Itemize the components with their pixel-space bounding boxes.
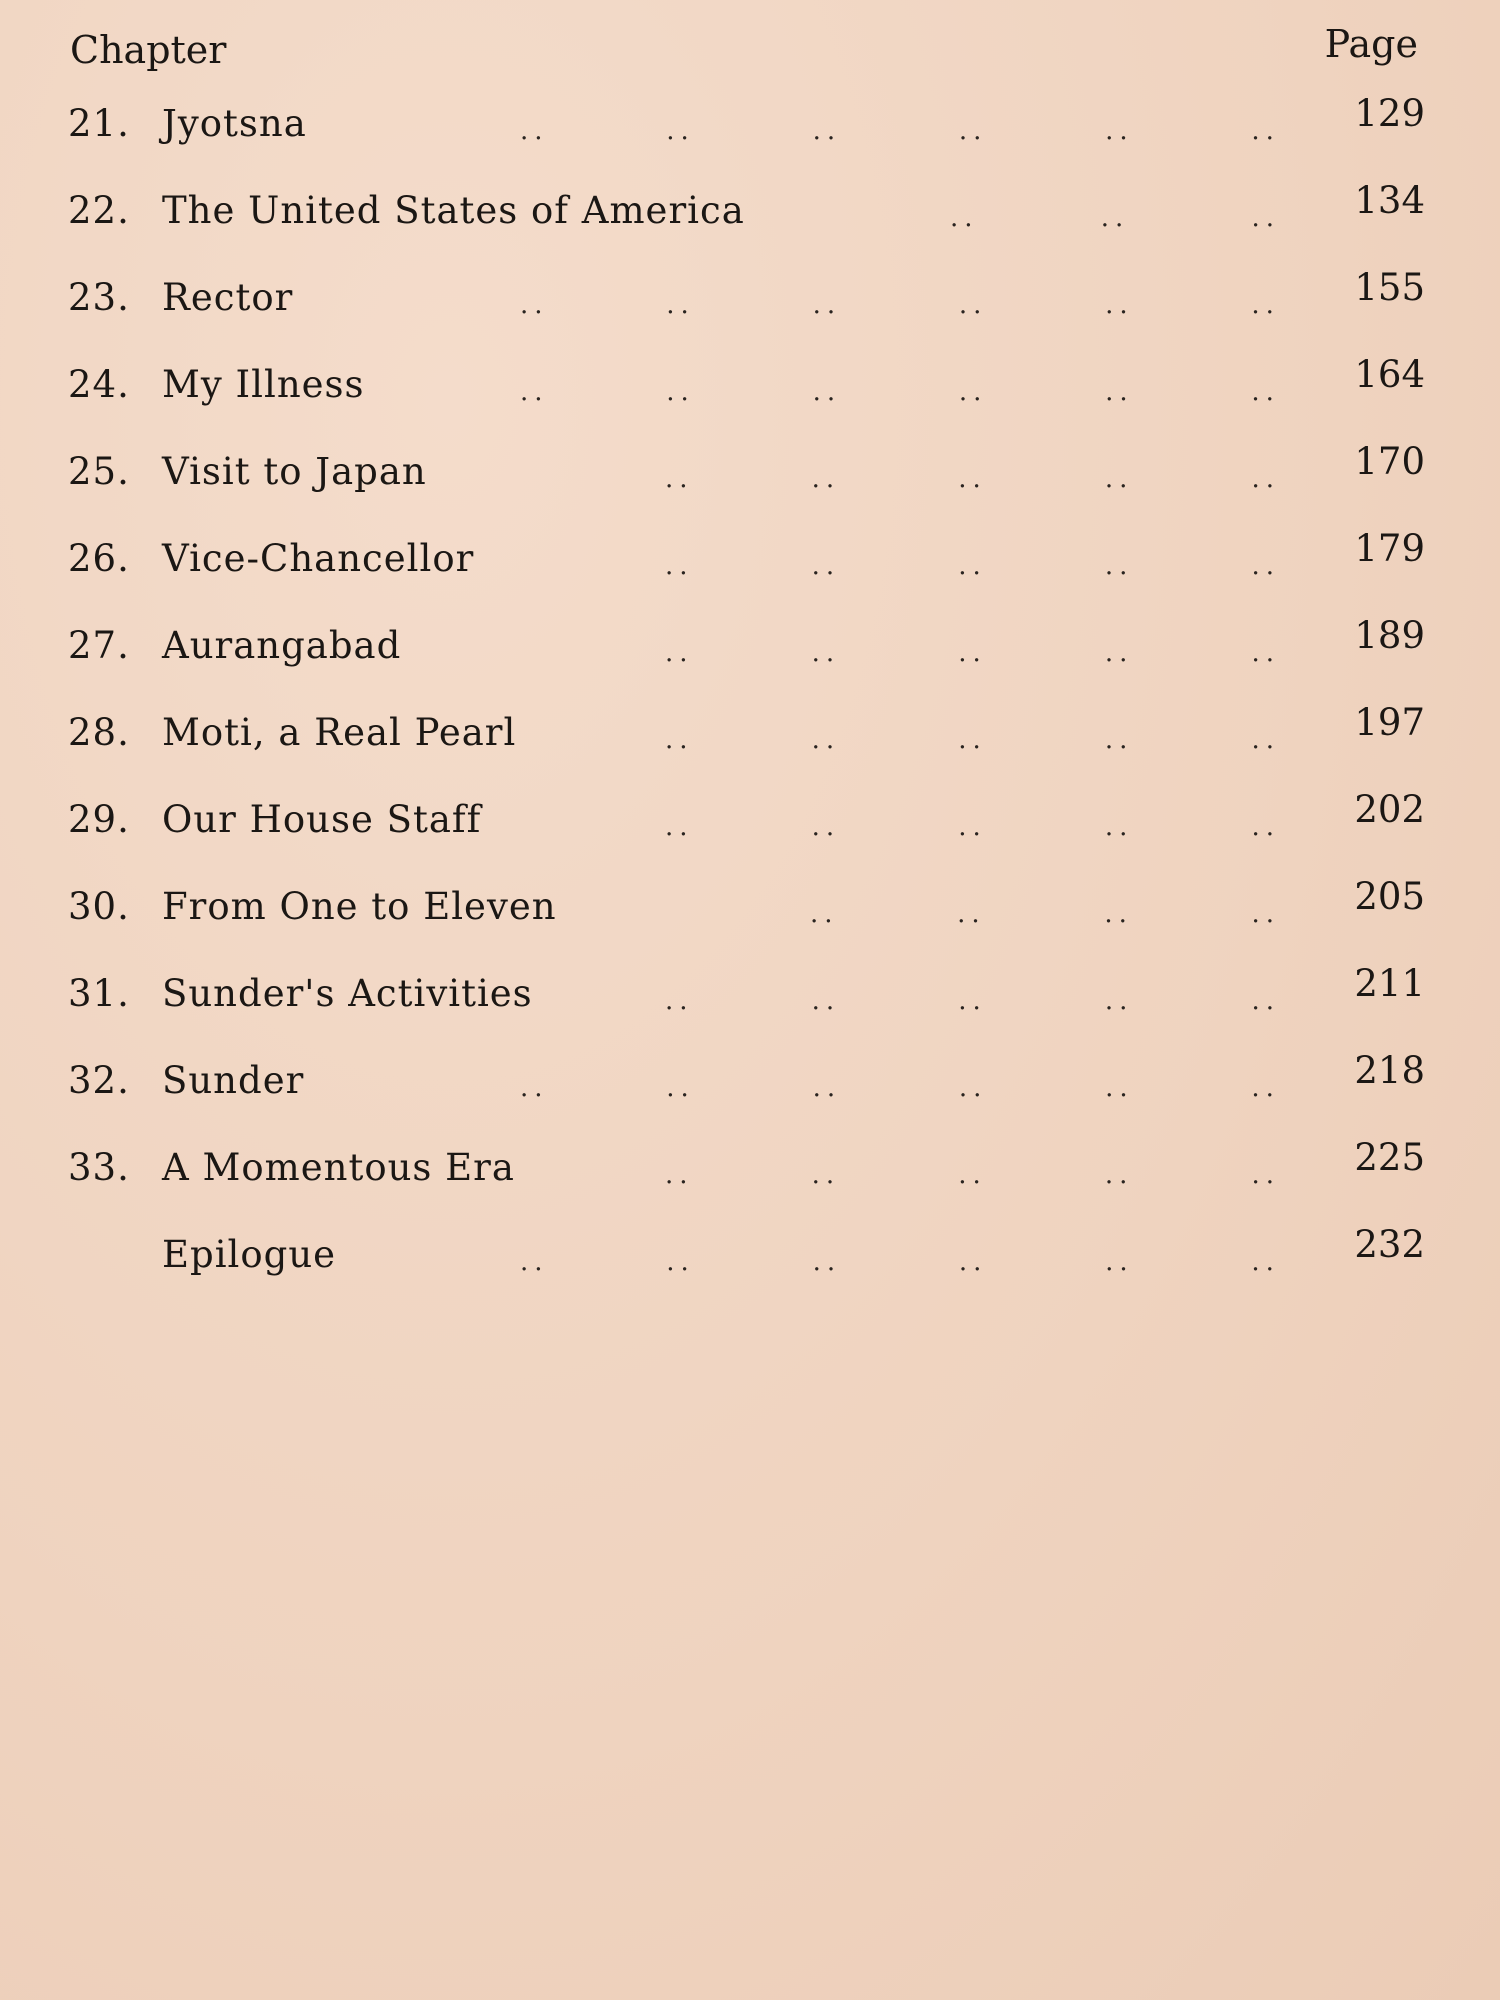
page-number: 129 (1354, 92, 1425, 135)
dot-leader: .. .. .. .. .. .. (520, 377, 1280, 407)
dot-leader: .. .. .. .. .. (665, 1160, 1280, 1190)
toc-entry-23[interactable] (0, 262, 1500, 349)
toc-entry-33[interactable] (0, 1132, 1500, 1219)
dot-leader: .. .. .. .. .. (665, 986, 1280, 1016)
chapter-number: 21. (68, 102, 130, 145)
toc-entry-30[interactable] (0, 871, 1500, 958)
page-number: 197 (1354, 701, 1425, 744)
chapter-number: 27. (68, 624, 130, 667)
chapter-number: 31. (68, 972, 130, 1015)
chapter-title: Epilogue (162, 1233, 337, 1276)
toc-entry-epilogue[interactable] (0, 1219, 1500, 1306)
chapter-number: 24. (68, 363, 130, 406)
chapter-title: Visit to Japan (162, 450, 427, 493)
chapter-number: 25. (68, 450, 130, 493)
chapter-title: Sunder (162, 1059, 305, 1102)
dot-leader: .. .. .. .. .. .. (520, 116, 1280, 146)
toc-entry-32[interactable] (0, 1045, 1500, 1132)
page-number: 189 (1354, 614, 1425, 657)
dot-leader: .. .. .. .. .. .. (520, 290, 1280, 320)
dot-leader: .. .. .. (950, 203, 1280, 233)
chapter-title: Moti, a Real Pearl (162, 711, 517, 754)
chapter-column-header: Chapter (70, 28, 227, 72)
page-number: 134 (1354, 179, 1425, 222)
chapter-number: 33. (68, 1146, 130, 1189)
page-number: 218 (1354, 1049, 1425, 1092)
chapter-number: 30. (68, 885, 130, 928)
dot-leader: .. .. .. .. .. (665, 638, 1280, 668)
toc-entry-26[interactable] (0, 523, 1500, 610)
chapter-number: 22. (68, 189, 130, 232)
chapter-number: 32. (68, 1059, 130, 1102)
toc-entry-25[interactable] (0, 436, 1500, 523)
chapter-title: Jyotsna (162, 102, 307, 145)
page-number: 170 (1354, 440, 1425, 483)
chapter-number: 29. (68, 798, 130, 841)
page-number: 164 (1354, 353, 1425, 396)
page-column-header: Page (1324, 22, 1418, 66)
toc-entry-22[interactable] (0, 175, 1500, 262)
chapter-title: Aurangabad (162, 624, 402, 667)
page-number: 179 (1354, 527, 1425, 570)
chapter-number: 28. (68, 711, 130, 754)
table-of-contents (0, 88, 1500, 1306)
chapter-title: Sunder's Activities (162, 972, 533, 1015)
chapter-number: 26. (68, 537, 130, 580)
toc-entry-29[interactable] (0, 784, 1500, 871)
toc-entry-27[interactable] (0, 610, 1500, 697)
chapter-title: A Momentous Era (162, 1146, 515, 1189)
chapter-number: 23. (68, 276, 130, 319)
chapter-title: Rector (162, 276, 294, 319)
toc-entry-31[interactable] (0, 958, 1500, 1045)
chapter-title: Vice-Chancellor (162, 537, 475, 580)
chapter-title: My Illness (162, 363, 365, 406)
chapter-title: The United States of America (162, 189, 745, 232)
dot-leader: .. .. .. .. (810, 899, 1280, 929)
toc-entry-21[interactable] (0, 88, 1500, 175)
page-number: 205 (1354, 875, 1425, 918)
page-number: 202 (1354, 788, 1425, 831)
page-number: 155 (1354, 266, 1425, 309)
toc-entry-28[interactable] (0, 697, 1500, 784)
page-number: 232 (1354, 1223, 1425, 1266)
chapter-title: From One to Eleven (162, 885, 557, 928)
page-number: 225 (1354, 1136, 1425, 1179)
dot-leader: .. .. .. .. .. (665, 464, 1280, 494)
toc-entry-24[interactable] (0, 349, 1500, 436)
dot-leader: .. .. .. .. .. (665, 551, 1280, 581)
dot-leader: .. .. .. .. .. (665, 812, 1280, 842)
dot-leader: .. .. .. .. .. (665, 725, 1280, 755)
chapter-title: Our House Staff (162, 798, 482, 841)
dot-leader: .. .. .. .. .. .. (520, 1073, 1280, 1103)
page-number: 211 (1354, 962, 1425, 1005)
dot-leader: .. .. .. .. .. .. (520, 1247, 1280, 1277)
